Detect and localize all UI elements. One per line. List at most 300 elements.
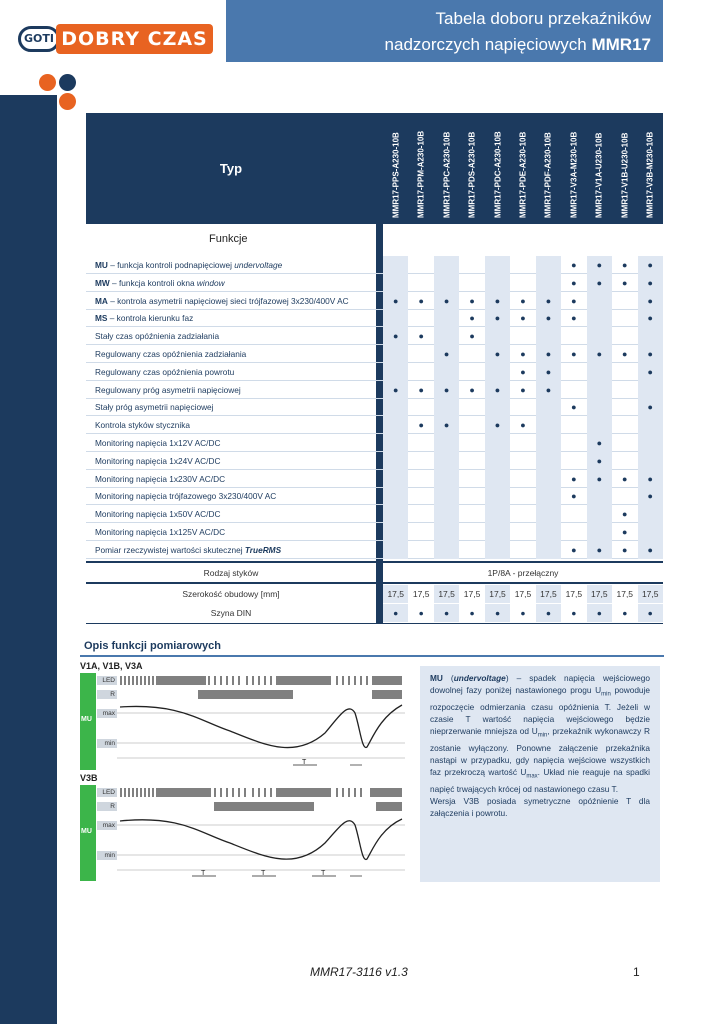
- din-row: [86, 604, 663, 622]
- check-dot: ●: [587, 470, 612, 488]
- check-dot: ●: [587, 256, 612, 274]
- page-number: 1: [633, 965, 640, 979]
- section-rule: [80, 655, 664, 657]
- function-code: MS: [95, 313, 108, 324]
- function-label: [95, 487, 276, 505]
- function-text: Stały czas opóźnienia zadziałania: [95, 331, 220, 342]
- function-text: Monitoring napięcia 1x12V AC/DC: [95, 438, 221, 448]
- check-dot: ●: [571, 349, 577, 359]
- table-row: [86, 487, 663, 505]
- empty-cell: [408, 452, 433, 470]
- function-label: [95, 345, 246, 363]
- empty-cell: [612, 416, 637, 434]
- model-header: [485, 113, 510, 224]
- check-dot: ●: [571, 544, 577, 555]
- empty-cell: [408, 434, 433, 452]
- width-value: 17,5: [536, 585, 561, 603]
- function-text: – kontrola asymetrii napięciowej sieci trójfazowej 3x230/400V AC: [107, 295, 349, 306]
- table-bottom-rule: [86, 623, 663, 624]
- empty-cell: [434, 256, 459, 274]
- led-tag-2: LED: [97, 788, 117, 797]
- function-label: [95, 309, 193, 327]
- check-dot: ●: [485, 292, 510, 310]
- empty-cell: [383, 487, 408, 505]
- relay-tag: R: [97, 690, 117, 699]
- funkcje-label: Funkcje: [209, 233, 248, 245]
- empty-cell: [561, 523, 586, 541]
- empty-cell: [408, 309, 433, 327]
- width-value: 17,5: [638, 585, 663, 603]
- empty-cell: [408, 487, 433, 505]
- function-text: Monitoring napięcia 1x24V AC/DC: [95, 455, 221, 466]
- mu-label: MU: [81, 716, 92, 723]
- check-dot: ●: [571, 295, 577, 306]
- width-value: 17,5: [587, 585, 612, 603]
- empty-cell: [587, 398, 612, 416]
- function-text: Kontrola styków stycznika: [95, 420, 190, 431]
- model-name: MMR17-V1B-U230-10B: [620, 132, 630, 218]
- empty-cell: [536, 505, 561, 523]
- empty-cell: [561, 416, 586, 434]
- function-text: Monitoring napięcia 1x125V AC/DC: [95, 527, 226, 537]
- empty-cell: [408, 398, 433, 416]
- function-label: [95, 381, 241, 399]
- empty-cell: [536, 434, 561, 452]
- function-text: Regulowany czas opóźnienia zadziałania: [95, 349, 247, 359]
- function-text: Regulowany próg asymetrii napięciowej: [95, 384, 241, 395]
- check-dot: ●: [418, 295, 424, 306]
- empty-cell: [612, 398, 637, 416]
- check-dot: ●: [485, 416, 510, 434]
- empty-cell: [383, 363, 408, 381]
- function-text: Monitoring napięcia 1x230V AC/DC: [95, 473, 226, 484]
- empty-cell: [536, 398, 561, 416]
- empty-cell: [408, 345, 433, 363]
- empty-cell: [612, 363, 637, 381]
- empty-cell: [459, 452, 484, 470]
- empty-cell: [459, 541, 484, 559]
- empty-cell: [587, 381, 612, 399]
- empty-cell: [612, 487, 637, 505]
- empty-cell: [408, 470, 433, 488]
- t-label-1: T: [302, 759, 307, 766]
- check-dot: ●: [622, 260, 628, 270]
- empty-cell: [612, 292, 637, 310]
- contacts-value: 1P/8A - przełączny: [487, 567, 559, 578]
- max-tag-2: max: [97, 821, 117, 830]
- empty-cell: [459, 416, 484, 434]
- check-dot: ●: [638, 398, 663, 416]
- table-row: [86, 274, 663, 292]
- empty-cell: [510, 470, 535, 488]
- empty-cell: [485, 327, 510, 345]
- empty-cell: [587, 523, 612, 541]
- check-dot: ●: [571, 277, 577, 288]
- contacts-label: Rodzaj styków: [203, 567, 259, 578]
- logo: [18, 24, 213, 54]
- width-value: 17,5: [485, 585, 510, 603]
- section-title: Opis funkcji pomiarowych: [84, 640, 221, 652]
- empty-cell: [485, 505, 510, 523]
- empty-cell: [459, 470, 484, 488]
- empty-cell: [510, 452, 535, 470]
- check-dot: ●: [587, 345, 612, 363]
- desc-text-2: powoduje rozpoczęcie odmierzania czasu opóźnienia T. Jeżeli w czasie T wartość napięcia wejściowego będzie nieprzerwanie mniejsza od U: [430, 685, 651, 737]
- width-value: 17,5: [434, 585, 459, 603]
- function-label: [95, 363, 234, 381]
- model-header: [434, 113, 459, 224]
- empty-cell: [638, 452, 663, 470]
- model-header: [408, 113, 433, 224]
- function-label: [95, 523, 225, 541]
- model-header: [587, 113, 612, 224]
- empty-cell: [561, 452, 586, 470]
- check-dot: ●: [536, 345, 561, 363]
- empty-cell: [459, 398, 484, 416]
- table-row: [86, 470, 663, 488]
- model-name: MMR17-PDS-A230-10B: [467, 131, 477, 218]
- empty-cell: [434, 398, 459, 416]
- title-line-2-text: nadzorczych napięciowych: [384, 35, 587, 54]
- check-dot: ●: [638, 256, 663, 274]
- diagram-1-label: V1A, V1B, V3A: [80, 661, 143, 671]
- check-dot: ●: [622, 277, 628, 288]
- width-value: 17,5: [463, 588, 481, 599]
- timing-diagram-2: [80, 785, 410, 881]
- typ-label: Typ: [219, 161, 243, 176]
- empty-cell: [510, 505, 535, 523]
- empty-cell: [383, 274, 408, 292]
- model-name: MMR17-PPC-A230-10B: [442, 131, 452, 218]
- function-text: Monitoring napięcia trójfazowego 3x230/400V AC: [95, 491, 277, 502]
- empty-cell: [434, 434, 459, 452]
- din-dot: ●: [571, 607, 577, 618]
- empty-cell: [561, 327, 586, 345]
- check-dot: ●: [622, 473, 628, 484]
- table-row: [86, 381, 663, 399]
- empty-cell: [536, 487, 561, 505]
- empty-cell: [459, 256, 484, 274]
- empty-cell: [638, 505, 663, 523]
- empty-cell: [638, 381, 663, 399]
- check-dot: ●: [587, 541, 612, 559]
- check-dot: ●: [536, 309, 561, 327]
- din-dot: ●: [418, 607, 424, 618]
- t-label-3: T: [261, 870, 266, 877]
- title-model: MMR17: [591, 35, 651, 54]
- table-row: [86, 363, 663, 381]
- width-row: [86, 585, 663, 603]
- deco-dot-navy: [59, 74, 76, 91]
- relay-tag-2: R: [97, 802, 117, 811]
- function-label: [95, 434, 220, 452]
- empty-cell: [383, 452, 408, 470]
- empty-cell: [587, 505, 612, 523]
- empty-cell: [408, 274, 433, 292]
- function-label: [95, 541, 281, 559]
- empty-cell: [510, 434, 535, 452]
- check-dot: ●: [622, 509, 628, 520]
- table-row: [86, 434, 663, 452]
- empty-cell: [383, 416, 408, 434]
- empty-cell: [459, 345, 484, 363]
- t-label-4: T: [321, 870, 326, 877]
- empty-cell: [510, 523, 535, 541]
- width-value: 17,5: [514, 588, 532, 599]
- check-dot: ●: [638, 274, 663, 292]
- check-dot: ●: [383, 327, 408, 345]
- empty-cell: [587, 416, 612, 434]
- empty-cell: [459, 505, 484, 523]
- model-header: [536, 113, 561, 224]
- table-row: [86, 452, 663, 470]
- function-italic: window: [196, 277, 225, 288]
- check-dot: ●: [469, 295, 475, 306]
- width-value: 17,5: [616, 588, 634, 599]
- title-line-1: Tabela doboru przekaźników: [435, 9, 651, 28]
- function-text: Monitoring napięcia 1x50V AC/DC: [95, 509, 221, 520]
- model-header: [459, 113, 484, 224]
- empty-cell: [408, 256, 433, 274]
- empty-cell: [383, 434, 408, 452]
- empty-cell: [383, 309, 408, 327]
- check-dot: ●: [536, 363, 561, 381]
- check-dot: ●: [571, 491, 577, 502]
- din-dot: ●: [587, 604, 612, 622]
- model-name: MMR17-PPS-A230-10B: [391, 132, 401, 218]
- function-code: MW: [95, 277, 110, 288]
- empty-cell: [612, 309, 637, 327]
- empty-cell: [587, 487, 612, 505]
- function-code: MU: [95, 260, 108, 270]
- timing-waveform-2: [80, 785, 410, 881]
- empty-cell: [536, 274, 561, 292]
- function-text: Regulowany czas opóźnienia powrotu: [95, 366, 235, 377]
- empty-cell: [485, 470, 510, 488]
- empty-cell: [434, 309, 459, 327]
- empty-cell: [485, 363, 510, 381]
- empty-cell: [536, 523, 561, 541]
- desc-code: MU: [430, 673, 443, 683]
- logo-mark: GOTI: [18, 26, 60, 52]
- function-text: – kontrola kierunku faz: [107, 313, 194, 324]
- min-tag-2: min: [97, 851, 117, 860]
- empty-cell: [587, 327, 612, 345]
- empty-cell: [485, 434, 510, 452]
- function-label: [95, 256, 282, 274]
- empty-cell: [536, 416, 561, 434]
- mu-label-2: MU: [81, 828, 92, 835]
- deco-dot-orange: [39, 74, 56, 91]
- page-title: [226, 0, 663, 62]
- desc-text-1: – spadek napięcia wejściowego dowolnej fazy poniżej nastawionego progu U: [430, 673, 650, 696]
- function-text: Stały próg asymetrii napięciowej: [95, 402, 214, 413]
- sidebar-band: [0, 95, 57, 1024]
- empty-cell: [408, 541, 433, 559]
- din-dot: ●: [536, 604, 561, 622]
- empty-cell: [485, 541, 510, 559]
- check-dot: ●: [383, 292, 408, 310]
- empty-cell: [612, 381, 637, 399]
- empty-cell: [612, 327, 637, 345]
- check-dot: ●: [418, 331, 424, 342]
- desc-text-4: . Układ nie reaguje na spadki napięć trwających krócej od nastawionego czasu T.: [430, 766, 650, 794]
- check-dot: ●: [638, 309, 663, 327]
- empty-cell: [485, 452, 510, 470]
- check-dot: ●: [638, 292, 663, 310]
- din-dot: ●: [638, 604, 663, 622]
- width-value: 17,5: [383, 585, 408, 603]
- empty-cell: [383, 398, 408, 416]
- function-text: Pomiar rzeczywistej wartości skutecznej: [95, 544, 245, 555]
- empty-cell: [587, 292, 612, 310]
- function-text: – funkcja kontroli okna: [109, 277, 197, 288]
- document-id: MMR17-3116 v1.3: [310, 965, 408, 979]
- check-dot: ●: [622, 527, 628, 537]
- model-header: [612, 113, 637, 224]
- check-dot: ●: [434, 292, 459, 310]
- check-dot: ●: [638, 541, 663, 559]
- function-label: [95, 327, 219, 345]
- check-dot: ●: [622, 544, 628, 555]
- din-dot: ●: [434, 604, 459, 622]
- check-dot: ●: [485, 309, 510, 327]
- check-dot: ●: [520, 295, 526, 306]
- empty-cell: [408, 505, 433, 523]
- check-dot: ●: [434, 416, 459, 434]
- title-line-2: [385, 35, 651, 55]
- empty-cell: [434, 274, 459, 292]
- empty-cell: [510, 398, 535, 416]
- check-dot: ●: [469, 384, 475, 395]
- min-tag: min: [97, 739, 117, 748]
- din-dot: ●: [383, 604, 408, 622]
- empty-cell: [485, 487, 510, 505]
- model-name: MMR17-V3B-M230-10B: [645, 131, 655, 218]
- din-dot: ●: [622, 607, 628, 618]
- empty-cell: [383, 345, 408, 363]
- empty-cell: [638, 416, 663, 434]
- check-dot: ●: [469, 313, 475, 324]
- empty-cell: [434, 363, 459, 381]
- function-text: – funkcja kontroli podnapięciowej: [107, 260, 235, 270]
- table-row: [86, 292, 663, 310]
- desc-sub-1: min: [601, 691, 611, 698]
- desc-text-5: Wersja V3B posiada symetryczne opóźnienie T dla załączenia i powrotu.: [430, 795, 650, 818]
- table-header: [86, 113, 663, 224]
- diagram-2-label: V3B: [80, 773, 98, 783]
- deco-dot-orange-2: [59, 93, 76, 110]
- check-dot: ●: [434, 345, 459, 363]
- empty-cell: [434, 541, 459, 559]
- empty-cell: [485, 256, 510, 274]
- empty-cell: [459, 363, 484, 381]
- model-name: MMR17-PPM-A230-10B: [416, 130, 426, 218]
- check-dot: ●: [587, 434, 612, 452]
- function-italic: TrueRMS: [244, 544, 282, 555]
- check-dot: ●: [536, 381, 561, 399]
- empty-cell: [561, 434, 586, 452]
- model-name: MMR17-PDC-A230-10B: [493, 131, 503, 218]
- check-dot: ●: [469, 331, 475, 342]
- check-dot: ●: [520, 366, 526, 377]
- table-row: [86, 416, 663, 434]
- din-dot: ●: [520, 607, 526, 618]
- empty-cell: [383, 505, 408, 523]
- desc-text-3: , przekaźnik wykonawczy R zostanie wyłączony. Ponowne załączenie przekaźnika nastąpi w przypadku, gdy napięcia wejściowe wszystkich faz przekroczą wartość U: [430, 726, 650, 777]
- table-row: [86, 541, 663, 559]
- function-label: [95, 274, 225, 292]
- function-code: MA: [95, 295, 108, 306]
- empty-cell: [510, 487, 535, 505]
- model-name: MMR17-V3A-M230-10B: [569, 131, 579, 218]
- table-row: [86, 327, 663, 345]
- empty-cell: [434, 505, 459, 523]
- check-dot: ●: [485, 381, 510, 399]
- check-dot: ●: [587, 274, 612, 292]
- desc-sub-3: max: [526, 773, 538, 780]
- empty-cell: [485, 274, 510, 292]
- empty-cell: [510, 541, 535, 559]
- empty-cell: [434, 523, 459, 541]
- led-tag: LED: [97, 676, 117, 685]
- check-dot: ●: [418, 384, 424, 395]
- empty-cell: [510, 327, 535, 345]
- desc-sub-2: min: [537, 732, 548, 739]
- check-dot: ●: [638, 363, 663, 381]
- empty-cell: [485, 398, 510, 416]
- check-dot: ●: [638, 345, 663, 363]
- empty-cell: [536, 470, 561, 488]
- empty-cell: [408, 523, 433, 541]
- check-dot: ●: [418, 420, 424, 431]
- check-dot: ●: [485, 345, 510, 363]
- width-value: 17,5: [565, 588, 583, 599]
- check-dot: ●: [622, 349, 628, 359]
- check-dot: ●: [520, 420, 526, 431]
- function-italic: undervoltage: [234, 260, 283, 270]
- model-header: [510, 113, 535, 224]
- empty-cell: [587, 363, 612, 381]
- empty-cell: [612, 452, 637, 470]
- empty-cell: [383, 523, 408, 541]
- check-dot: ●: [434, 381, 459, 399]
- check-dot: ●: [571, 260, 577, 270]
- check-dot: ●: [520, 384, 526, 395]
- empty-cell: [561, 363, 586, 381]
- din-dot: ●: [485, 604, 510, 622]
- max-tag: max: [97, 709, 117, 718]
- empty-cell: [536, 541, 561, 559]
- empty-cell: [536, 327, 561, 345]
- empty-cell: [408, 363, 433, 381]
- table-row: [86, 345, 663, 363]
- check-dot: ●: [520, 313, 526, 324]
- check-dot: ●: [571, 473, 577, 484]
- mu-description: MU (undervoltage) – spadek napięcia wejściowego dowolnej fazy poniżej nastawionego progu $U_{min}$ powoduje rozpoczęcie odmierzania czasu opóźnienia T. Jeżeli w czasie T wartość napięcia wejściowego będzie nieprzerwanie mniejsza od $U_{min}$, przekaźnik wykonawczy R zostanie wyłączony. Ponowne załączenie przekaźnika nastąpi w przypadku, gdy napięcia wejściowe wszystkich faz przekroczą wartość $U_{max}$. Układ nie reaguje na spadki napięć trwających krócej od nastawionego czasu T. Wersja V3B posiada symetryczne opóźnienie T dla załączenia i powrotu.: [420, 666, 660, 882]
- empty-cell: [638, 434, 663, 452]
- empty-cell: [561, 505, 586, 523]
- empty-cell: [459, 274, 484, 292]
- table-divider: [86, 582, 663, 584]
- table-row: [86, 256, 663, 274]
- empty-cell: [561, 381, 586, 399]
- function-label: [95, 470, 225, 488]
- empty-cell: [434, 487, 459, 505]
- model-name: MMR17-PDF-A230-10B: [543, 132, 553, 218]
- contacts-row: [86, 564, 663, 582]
- desc-term: undervoltage: [453, 673, 506, 683]
